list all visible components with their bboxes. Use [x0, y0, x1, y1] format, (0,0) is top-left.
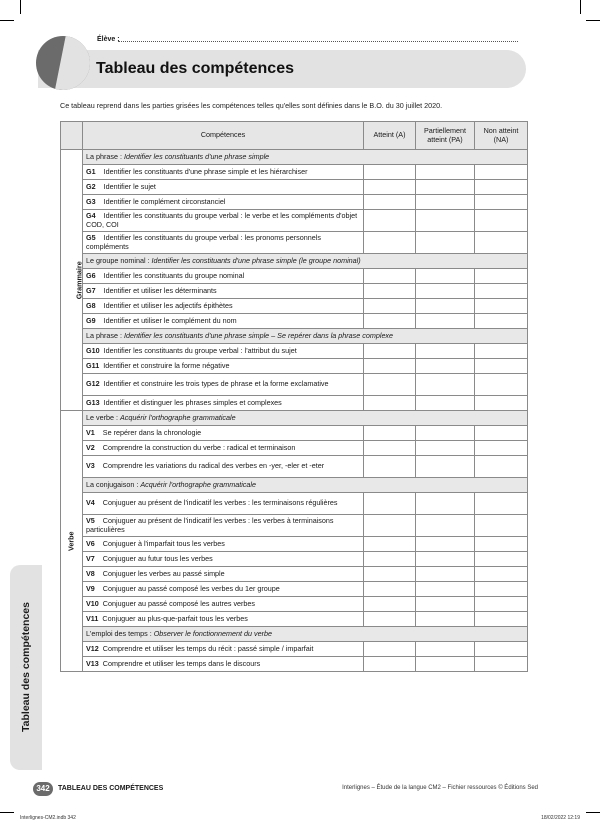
atteint-cell[interactable]: [364, 456, 416, 478]
competence-cell: [83, 165, 364, 180]
partiel-cell[interactable]: [416, 441, 475, 456]
competence-cell: [83, 374, 364, 396]
competence-row: [61, 597, 528, 612]
non-atteint-cell[interactable]: [475, 456, 528, 478]
competence-text: Identifier le sujet: [103, 181, 156, 191]
non-atteint-cell[interactable]: [475, 426, 528, 441]
competence-row: [61, 195, 528, 210]
atteint-cell[interactable]: [364, 284, 416, 299]
competence-row: [61, 269, 528, 284]
atteint-cell[interactable]: [364, 165, 416, 180]
non-atteint-cell[interactable]: [475, 441, 528, 456]
partiel-cell[interactable]: [416, 426, 475, 441]
partiel-cell[interactable]: [416, 567, 475, 582]
non-atteint-cell[interactable]: [475, 314, 528, 329]
competence-cell: [83, 582, 364, 597]
competence-code: G5: [86, 233, 96, 242]
header-non-atteint: Non atteint (NA): [475, 122, 528, 150]
non-atteint-cell[interactable]: [475, 299, 528, 314]
competences-table: [60, 121, 528, 672]
partiel-cell[interactable]: [416, 232, 475, 254]
section-subtitle: Acquérir l'orthographe grammaticale: [119, 412, 236, 422]
competence-cell: [83, 657, 364, 672]
atteint-cell[interactable]: [364, 396, 416, 411]
competence-row: [61, 210, 528, 232]
partiel-cell[interactable]: [416, 284, 475, 299]
competence-row: [61, 582, 528, 597]
non-atteint-cell[interactable]: [475, 359, 528, 374]
competence-row: [61, 441, 528, 456]
section-row: [61, 150, 528, 165]
section-title: L'emploi des temps :: [86, 628, 152, 638]
competence-code: G3: [86, 196, 96, 206]
competence-row: [61, 232, 528, 254]
competence-row: [61, 374, 528, 396]
competence-row: [61, 456, 528, 478]
competence-code: V10: [86, 598, 99, 608]
competence-row: [61, 165, 528, 180]
page-title: Tableau des compétences: [96, 60, 294, 77]
atteint-cell[interactable]: [364, 359, 416, 374]
section-row: [61, 254, 528, 269]
non-atteint-cell[interactable]: [475, 180, 528, 195]
competence-row: [61, 657, 528, 672]
competence-text: Comprendre et utiliser les temps dans le discours: [102, 658, 261, 668]
header-partiel: Partiellement atteint (PA): [416, 122, 475, 150]
atteint-cell[interactable]: [364, 582, 416, 597]
competence-row: [61, 552, 528, 567]
competence-code: V11: [86, 613, 99, 623]
category-label: Grammaire: [74, 261, 84, 299]
competence-row: [61, 180, 528, 195]
non-atteint-cell[interactable]: [475, 195, 528, 210]
competence-text: Identifier le complément circonstanciel: [103, 196, 226, 206]
competence-code: G10: [86, 345, 100, 355]
competence-cell: [83, 195, 364, 210]
competence-row: [61, 284, 528, 299]
non-atteint-cell[interactable]: [475, 657, 528, 672]
section-title-cell: [83, 411, 528, 426]
competence-text: Identifier et utiliser les adjectifs épithètes: [103, 300, 233, 310]
non-atteint-cell[interactable]: [475, 232, 528, 254]
header-atteint: Atteint (A): [364, 122, 416, 150]
competence-code: V1: [86, 427, 95, 437]
non-atteint-cell[interactable]: [475, 493, 528, 515]
competence-text: Comprendre et utiliser les temps du récit : passé simple / imparfait: [102, 643, 314, 653]
section-subtitle: Identifier les constituants d'une phrase simple (le groupe nominal): [151, 255, 361, 265]
partiel-cell[interactable]: [416, 642, 475, 657]
corner-cell: [61, 122, 83, 150]
section-title-cell: [83, 627, 528, 642]
non-atteint-cell[interactable]: [475, 284, 528, 299]
competence-code: G9: [86, 315, 96, 325]
atteint-cell[interactable]: [364, 552, 416, 567]
atteint-cell[interactable]: [364, 515, 416, 537]
partiel-cell[interactable]: [416, 537, 475, 552]
section-title-cell: [83, 150, 528, 165]
competence-row: [61, 426, 528, 441]
competence-cell: [83, 567, 364, 582]
competence-code: G4: [86, 211, 96, 220]
competence-cell: [83, 426, 364, 441]
section-row: [61, 478, 528, 493]
competence-cell: [83, 284, 364, 299]
non-atteint-cell[interactable]: [475, 552, 528, 567]
atteint-cell[interactable]: [364, 426, 416, 441]
eleve-label: Élève :: [97, 36, 120, 43]
competence-text: Comprendre la construction du verbe : radical et terminaison: [102, 442, 296, 452]
partiel-cell[interactable]: [416, 210, 475, 232]
competence-cell: [83, 299, 364, 314]
category-cell: [61, 150, 83, 411]
competence-code: G11: [86, 360, 100, 370]
atteint-cell[interactable]: [364, 567, 416, 582]
competence-row: [61, 344, 528, 359]
competence-code: V8: [86, 568, 95, 578]
competence-row: [61, 359, 528, 374]
competence-cell: [83, 359, 364, 374]
competence-row: [61, 567, 528, 582]
competence-cell: [83, 396, 364, 411]
competence-text: Conjuguer les verbes au passé simple: [102, 568, 225, 578]
atteint-cell[interactable]: [364, 232, 416, 254]
section-subtitle: Acquérir l'orthographe grammaticale: [140, 479, 256, 489]
competence-cell: [83, 210, 364, 232]
atteint-cell[interactable]: [364, 314, 416, 329]
partiel-cell[interactable]: [416, 299, 475, 314]
competence-row: [61, 314, 528, 329]
partiel-cell[interactable]: [416, 582, 475, 597]
partiel-cell[interactable]: [416, 180, 475, 195]
partiel-cell[interactable]: [416, 456, 475, 478]
section-title: La phrase :: [86, 330, 122, 340]
competence-cell: [83, 232, 364, 254]
partiel-cell[interactable]: [416, 374, 475, 396]
competence-cell: [83, 552, 364, 567]
category-label: Verbe: [66, 531, 76, 551]
competence-text: Identifier et construire la forme négative: [103, 360, 230, 370]
competence-text: Identifier et utiliser les déterminants: [103, 285, 217, 295]
competence-code: V2: [86, 442, 95, 452]
eleve-line: [118, 41, 518, 42]
section-row: [61, 627, 528, 642]
atteint-cell[interactable]: [364, 374, 416, 396]
competence-code: V9: [86, 583, 95, 593]
atteint-cell[interactable]: [364, 180, 416, 195]
competence-code: V3: [86, 461, 95, 471]
non-atteint-cell[interactable]: [475, 642, 528, 657]
competence-cell: [83, 314, 364, 329]
competence-text: Identifier les constituants du groupe verbal : le verbe et les compléments d'objet COD, COI: [86, 211, 358, 229]
page-number: 342: [33, 782, 53, 796]
competence-cell: [83, 597, 364, 612]
atteint-cell[interactable]: [364, 612, 416, 627]
section-title: La phrase :: [86, 151, 122, 161]
partiel-cell[interactable]: [416, 597, 475, 612]
non-atteint-cell[interactable]: [475, 597, 528, 612]
competence-code: V12: [86, 643, 99, 653]
competence-cell: [83, 269, 364, 284]
competence-text: Identifier les constituants d'une phrase simple et les hiérarchiser: [103, 166, 308, 176]
section-title-cell: [83, 478, 528, 493]
competence-cell: [83, 344, 364, 359]
atteint-cell[interactable]: [364, 195, 416, 210]
atteint-cell[interactable]: [364, 537, 416, 552]
non-atteint-cell[interactable]: [475, 582, 528, 597]
partiel-cell[interactable]: [416, 344, 475, 359]
non-atteint-cell[interactable]: [475, 612, 528, 627]
competence-text: Comprendre les variations du radical des verbes en -yer, -eler et -eter: [102, 461, 325, 471]
section-title-cell: [83, 329, 528, 344]
partiel-cell[interactable]: [416, 552, 475, 567]
category-cell: [61, 411, 83, 672]
competence-row: [61, 612, 528, 627]
competence-text: Conjuguer au plus-que-parfait tous les verbes: [102, 613, 248, 623]
section-subtitle: Identifier les constituants d'une phrase simple – Se repérer dans la phrase complexe: [123, 330, 394, 340]
competence-text: Identifier et distinguer les phrases simples et complexes: [103, 397, 282, 407]
non-atteint-cell[interactable]: [475, 567, 528, 582]
section-subtitle: Observer le fonctionnement du verbe: [153, 628, 272, 638]
competence-cell: [83, 612, 364, 627]
section-title: La conjugaison :: [86, 479, 139, 489]
footer-credit: Interlignes – Étude de la langue CM2 – Fichier ressources © Éditions Sed: [342, 785, 538, 791]
competence-text: Conjuguer à l'imparfait tous les verbes: [102, 538, 225, 548]
competence-row: [61, 493, 528, 515]
competence-code: G13: [86, 397, 100, 407]
competence-cell: [83, 537, 364, 552]
competence-code: V7: [86, 553, 95, 563]
atteint-cell[interactable]: [364, 299, 416, 314]
non-atteint-cell[interactable]: [475, 165, 528, 180]
partiel-cell[interactable]: [416, 269, 475, 284]
competence-row: [61, 396, 528, 411]
atteint-cell[interactable]: [364, 493, 416, 515]
competence-text: Identifier et construire les trois types de phrase et la forme exclamative: [103, 379, 329, 389]
competence-text: Conjuguer au présent de l'indicatif les verbes : les terminaisons régulières: [102, 498, 338, 508]
atteint-cell[interactable]: [364, 597, 416, 612]
competence-code: G6: [86, 270, 96, 280]
competence-code: V4: [86, 498, 95, 508]
intro-text: Ce tableau reprend dans les parties grisées les compétences telles qu'elles sont définies dans le B.O. du 30 juillet 2020.: [60, 101, 443, 110]
partiel-cell[interactable]: [416, 359, 475, 374]
section-subtitle: Identifier les constituants d'une phrase simple: [123, 151, 270, 161]
atteint-cell[interactable]: [364, 344, 416, 359]
competence-code: V6: [86, 538, 95, 548]
partiel-cell[interactable]: [416, 612, 475, 627]
atteint-cell[interactable]: [364, 642, 416, 657]
print-slug-date: 18/02/2022 12:19: [541, 815, 580, 821]
competence-code: G8: [86, 300, 96, 310]
atteint-cell[interactable]: [364, 441, 416, 456]
competence-cell: [83, 642, 364, 657]
competence-row: [61, 299, 528, 314]
competence-text: Identifier les constituants du groupe verbal : les pronoms personnels compléments: [86, 233, 321, 251]
competence-code: G12: [86, 379, 100, 389]
competence-code: G1: [86, 166, 96, 176]
competence-text: Identifier et utiliser le complément du nom: [103, 315, 237, 325]
competence-cell: [83, 441, 364, 456]
competence-text: Conjuguer au passé composé les autres verbes: [102, 598, 256, 608]
non-atteint-cell[interactable]: [475, 374, 528, 396]
non-atteint-cell[interactable]: [475, 210, 528, 232]
competence-text: Conjuguer au passé composé les verbes du 1er groupe: [102, 583, 280, 593]
non-atteint-cell[interactable]: [475, 515, 528, 537]
section-title-cell: [83, 254, 528, 269]
non-atteint-cell[interactable]: [475, 344, 528, 359]
competence-code: G7: [86, 285, 96, 295]
partiel-cell[interactable]: [416, 165, 475, 180]
print-slug-file: Interlignes-CM2.indb 342: [20, 815, 76, 821]
atteint-cell[interactable]: [364, 269, 416, 284]
non-atteint-cell[interactable]: [475, 537, 528, 552]
header-competences: Compétences: [83, 122, 364, 150]
competence-cell: [83, 180, 364, 195]
side-tab-label: Tableau des compétences: [20, 602, 32, 732]
competence-code: V13: [86, 658, 99, 668]
competence-text: Conjuguer au présent de l'indicatif les verbes : les verbes à terminaisons particulières: [86, 516, 334, 534]
section-row: [61, 411, 528, 426]
partiel-cell[interactable]: [416, 493, 475, 515]
competence-row: [61, 642, 528, 657]
competence-row: [61, 515, 528, 537]
partiel-cell[interactable]: [416, 314, 475, 329]
section-row: [61, 329, 528, 344]
competence-cell: [83, 493, 364, 515]
footer-section-title: TABLEAU DES COMPÉTENCES: [58, 785, 164, 792]
section-title: Le verbe :: [86, 412, 118, 422]
competence-code: V5: [86, 516, 95, 525]
partiel-cell[interactable]: [416, 515, 475, 537]
partiel-cell[interactable]: [416, 657, 475, 672]
competence-text: Identifier les constituants du groupe verbal : l'attribut du sujet: [103, 345, 297, 355]
competence-text: Identifier les constituants du groupe nominal: [103, 270, 245, 280]
competence-cell: [83, 456, 364, 478]
atteint-cell[interactable]: [364, 657, 416, 672]
non-atteint-cell[interactable]: [475, 396, 528, 411]
partiel-cell[interactable]: [416, 396, 475, 411]
competence-text: Se repérer dans la chronologie: [102, 427, 202, 437]
competence-cell: [83, 515, 364, 537]
competence-row: [61, 537, 528, 552]
non-atteint-cell[interactable]: [475, 269, 528, 284]
atteint-cell[interactable]: [364, 210, 416, 232]
section-title: Le groupe nominal :: [86, 255, 150, 265]
partiel-cell[interactable]: [416, 195, 475, 210]
competence-code: G2: [86, 181, 96, 191]
competence-text: Conjuguer au futur tous les verbes: [102, 553, 213, 563]
